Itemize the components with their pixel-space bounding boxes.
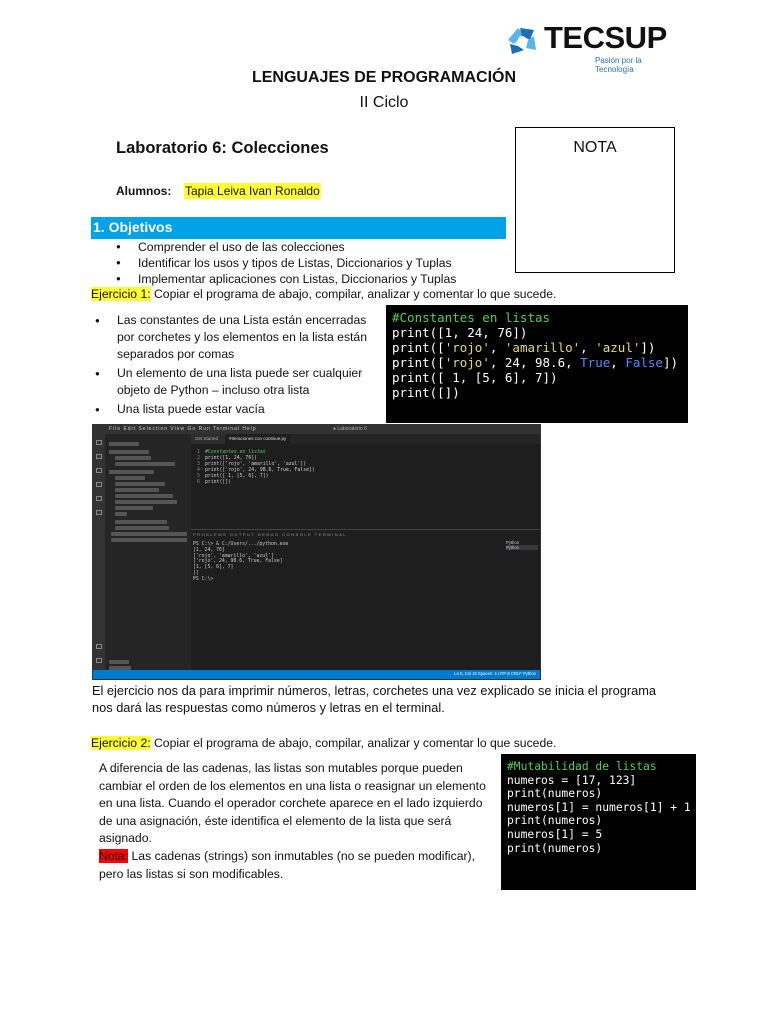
code-line: print(numeros): [507, 787, 603, 801]
exercise1-label: Ejercicio 1:: [91, 287, 151, 301]
explorer-row: [111, 538, 187, 542]
exercise1-code-block: [386, 305, 688, 423]
vscode-activity-bar: [93, 434, 105, 672]
vscode-editor: [191, 444, 540, 529]
code-line: print([ 1, [5, 6], 7]): [392, 370, 558, 385]
editor-line: print([]): [205, 480, 231, 485]
code-line: numeros[1] = 5: [507, 827, 603, 841]
course-cycle: II Ciclo: [359, 94, 409, 111]
terminal-list-item[interactable]: Python: [506, 540, 520, 545]
explorer-row: [115, 476, 145, 480]
terminal-line: PS C:\> & C:/Users/.../python.exe: [193, 542, 289, 547]
status-text: Ln 6, Col 10 Spaces: 4 UTF-8 CRLF Python: [454, 671, 536, 676]
vscode-window-title: ● Laboratorio 6: [333, 426, 367, 432]
objectives-list: [116, 239, 456, 287]
terminal-line: ['rojo', 24, 98.6, True, False]: [193, 559, 283, 565]
editor-line: print(['rojo', 24, 98.6, True, False]): [205, 468, 315, 473]
exercise2-code-block: [501, 754, 696, 890]
extensions-icon: [96, 496, 102, 501]
exercise1-instruction: [91, 287, 556, 301]
exercise2-text: A diferencia de las cadenas, las listas son mutables porque pueden cambiar el orden de los elementos en una lista o reasignar un elemento en una lista. Cuando el operador corchete aparece en el lado izquierdo de una asignación, éste identifica el elemento de la lista que será asignado.: [99, 761, 486, 846]
explorer-row: [115, 494, 173, 498]
editor-line: print([1, 24, 76]): [205, 456, 257, 461]
vscode-status-bar: [93, 670, 540, 679]
exercise1-bullet: ● Una lista puede estar vacía: [95, 401, 385, 418]
terminal-line: PS C:\>: [193, 576, 217, 582]
course-title: LENGUAJES DE PROGRAMACIÓN: [251, 69, 517, 86]
code-line: print(['rojo', 'amarillo', 'azul']): [392, 340, 656, 355]
explorer-icon: [96, 440, 102, 445]
line-numbers: 1 2 3 4 5 6: [197, 450, 200, 485]
code-comment: #Constantes en listas: [392, 310, 551, 325]
objective-item: ● Comprender el uso de las colecciones: [116, 239, 456, 255]
vscode-screenshot: [92, 424, 541, 680]
note-text: Las cadenas (strings) son inmutables (no se pueden modificar), pero las listas si son modificables.: [99, 848, 475, 881]
exercise1-bullet: ● Un elemento de una lista puede ser cualquier objeto de Python – incluso otra lista: [95, 365, 385, 399]
explorer-row: [115, 500, 177, 504]
panel-tabs[interactable]: PROBLEMS OUTPUT DEBUG CONSOLE TERMINAL: [193, 532, 347, 537]
editor-source: [205, 450, 315, 486]
run-icon: [96, 482, 102, 487]
vscode-tabs: [191, 434, 540, 444]
code-line: numeros[1] = numeros[1] + 1: [507, 800, 691, 814]
code-comment: #Mutabilidad de listas: [507, 760, 657, 773]
explorer-row: [109, 450, 149, 454]
terminal-line: ['rojo', 'amarillo', 'azul']: [193, 553, 274, 559]
code-line: print([]): [392, 385, 460, 400]
explorer-row: [111, 532, 187, 536]
tecsup-logo: [500, 18, 680, 74]
logo-tagline: Pasión por la Tecnología: [595, 56, 642, 74]
explorer-row: [115, 506, 153, 510]
exercise1-instruction-text: Copiar el programa de abajo, compilar, analizar y comentar lo que sucede.: [150, 287, 557, 301]
exercise2-explanation: [99, 760, 494, 883]
code-line: print(numeros): [507, 841, 603, 855]
objectives-heading: 1. Objetivos: [91, 217, 506, 239]
explorer-row: [115, 512, 127, 516]
vscode-menu: File Edit Selection View Go Run Terminal Help: [109, 426, 257, 432]
objective-item: ● Identificar los usos y tipos de Listas, Diccionarios y Tuplas: [116, 255, 456, 271]
vscode-explorer: [105, 434, 191, 672]
exercise2-instruction: [91, 736, 556, 750]
code-line: print(['rojo', 24, 98.6, True, False]): [392, 355, 679, 370]
exercise1-comment: El ejercicio nos da para imprimir números, letras, corchetes una vez explicado se inicia el programa nos dará las respuestas como números y letras en el terminal.: [92, 683, 657, 715]
explorer-row: [109, 442, 139, 446]
terminal-list-item[interactable]: Python: [506, 545, 538, 550]
editor-line: print(['rojo', 'amarillo', 'azul']): [205, 462, 307, 467]
tab-get-started[interactable]: Get Started: [191, 434, 225, 444]
lab-title: Laboratorio 6: Colecciones: [116, 139, 329, 157]
tab-active-file[interactable]: #Iteraciones con continue.py: [225, 434, 291, 444]
exercise2-label: Ejercicio 2:: [91, 736, 151, 750]
terminal-line: [1, [5, 6], 7]: [193, 565, 234, 571]
exercise2-instruction-text: Copiar el programa de abajo, compilar, analizar y comentar lo que sucede.: [150, 736, 557, 750]
terminal-output: [193, 542, 288, 583]
students-label: Alumnos:: [116, 184, 172, 198]
objective-item: ● Implementar aplicaciones con Listas, Diccionarios y Tuplas: [116, 271, 456, 287]
vscode-terminal-panel: [191, 529, 540, 673]
explorer-row: [109, 660, 129, 664]
explorer-row: [115, 520, 167, 524]
gear-icon: [96, 658, 102, 663]
file-icon: [96, 510, 102, 515]
explorer-row: [109, 470, 154, 474]
explorer-row: [115, 526, 169, 530]
note-label: Nota:: [99, 848, 129, 863]
exercise1-bullet: ● Las constantes de una Lista están encerradas por corchetes y los elementos en la lista están separados por comas: [95, 312, 385, 363]
explorer-row: [115, 456, 151, 460]
code-line: numeros = [17, 123]: [507, 773, 637, 787]
student-name: Tapia Leiva Ivan Ronaldo: [185, 184, 320, 198]
terminal-list: [506, 540, 538, 550]
logo-wordmark: TECSUP: [544, 20, 667, 55]
explorer-row: [115, 488, 159, 492]
editor-line: print([ 1, [5, 6], 7]): [205, 474, 269, 479]
terminal-line: [1, 24, 76]: [193, 547, 225, 553]
editor-line: #Constantes en listas: [205, 450, 266, 455]
exercise1-bullets: [95, 312, 385, 420]
search-icon: [96, 454, 102, 459]
account-icon: [96, 644, 102, 649]
logo-mark-icon: [500, 18, 544, 62]
explorer-row: [115, 482, 165, 486]
source-control-icon: [96, 468, 102, 473]
code-line: print(numeros): [507, 814, 603, 828]
code-line: print([1, 24, 76]): [392, 325, 528, 340]
terminal-line: []: [193, 570, 199, 576]
explorer-row: [115, 462, 175, 466]
grade-label: NOTA: [573, 139, 617, 156]
vscode-titlebar: [93, 425, 540, 434]
